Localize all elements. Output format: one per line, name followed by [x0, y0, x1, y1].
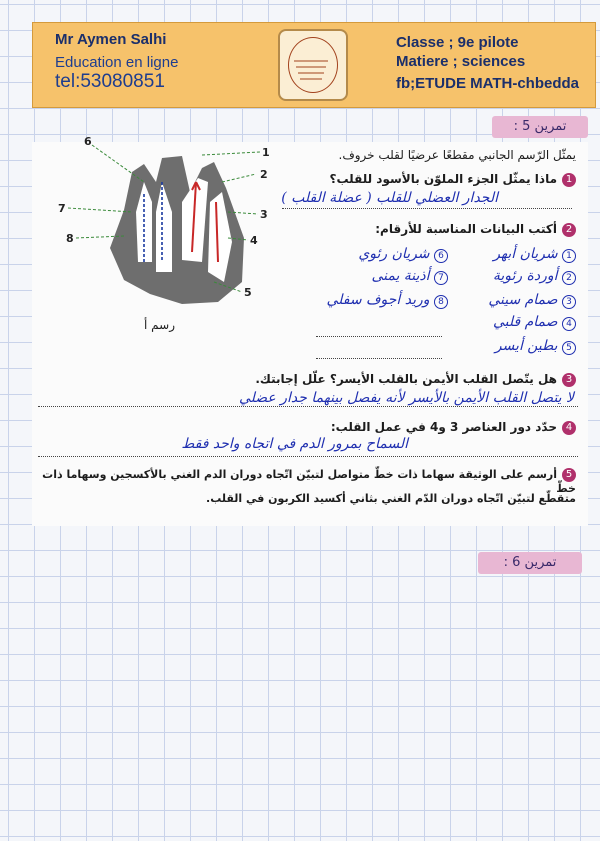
figure-number-5: 5: [244, 286, 252, 299]
answer-4: السماح بمرور الدم في اتجاه واحد فقط: [181, 436, 408, 452]
education-label: Education en ligne: [55, 54, 179, 71]
question-4-text: حدّد دور العناصر 3 و4 في عمل القلب:: [330, 420, 557, 434]
figure-caption: رسم أ: [144, 318, 175, 332]
question-number-4: 4: [562, 421, 576, 435]
class-label: Classe ; 9e pilote: [395, 34, 519, 51]
label-answer-5: 5 بطين أيسر: [495, 338, 576, 355]
question-4: [331, 420, 576, 435]
question-number-3: 3: [562, 373, 576, 387]
figure-number-3: 3: [260, 208, 268, 221]
answer-line: [316, 358, 442, 359]
exercise-5-tag: : تمرين 5: [492, 116, 588, 138]
header-banner: [32, 22, 596, 108]
figure-number-2: 2: [260, 168, 268, 181]
label-answer-6: 6 شريان رئوي: [358, 246, 448, 263]
question-2: [375, 222, 576, 237]
answer-3: لا يتصل القلب الأيمن بالأيسر لأنه يفصل بينهما جدار عضلي: [238, 390, 574, 406]
school-seal-logo: [278, 29, 348, 101]
answer-line: [316, 336, 442, 337]
question-3: [255, 372, 576, 387]
class-info: [396, 33, 579, 93]
label-answer-7: 7 أذينة يمنى: [371, 268, 448, 285]
label-answer-3: 3 صمام سيني: [488, 292, 576, 309]
worksheet-paper: [32, 135, 588, 526]
question-number-5: 5: [562, 468, 576, 482]
answer-1: الجدار العضلي للقلب ( عضلة القلب ): [281, 190, 498, 206]
facebook-label: fb;ETUDE MATH-chbedda: [395, 75, 579, 92]
telephone: tel:53080851: [55, 71, 165, 92]
question-number-1: 1: [562, 173, 576, 187]
figure-number-6: 6: [84, 135, 92, 148]
label-answer-4: 4 صمام قلبي: [493, 314, 576, 331]
teacher-name: Mr Aymen Salhi: [55, 31, 167, 48]
question-2-text: أكتب البيانات المناسبة للأرقام:: [375, 222, 557, 236]
question-5-text-line-1: أرسم على الوثيقة سهاما ذات خطّ متواصل لتبيّن اتّجاه دوران الدم الغني بالأكسجين وسهاما ذات خطّ: [42, 468, 576, 495]
figure-number-1: 1: [262, 146, 270, 159]
question-3-text: هل يتّصل القلب الأيمن بالقلب الأيسر؟ علّل إجابتك.: [255, 372, 557, 386]
label-answer-1: 1 شريان أبهر: [493, 246, 576, 263]
question-5: [36, 468, 576, 495]
figure-number-7: 7: [58, 202, 66, 215]
answer-line: [282, 208, 572, 209]
answer-line: [38, 456, 578, 457]
exercise-6-tag: : تمرين 6: [478, 552, 582, 574]
label-answer-2: 2 أوردة رئوية: [493, 268, 576, 285]
question-1: [330, 172, 576, 187]
figure-number-8: 8: [66, 232, 74, 245]
exercise-intro: يمثّل الرّسم الجانبي مقطعًا عرضيًا لقلب خروف.: [338, 148, 576, 162]
question-1-text: ماذا يمثّل الجزء الملوّن بالأسود للقلب؟: [329, 172, 557, 186]
figure-number-4: 4: [250, 234, 258, 247]
heart-diagram: [32, 135, 272, 342]
teacher-info: [55, 31, 178, 93]
label-answer-8: 8 وريد أجوف سفلي: [326, 292, 448, 309]
answer-line: [38, 406, 578, 407]
question-number-2: 2: [562, 223, 576, 237]
question-5-text-line-2: متقطّع لتبيّن اتّجاه دوران الدّم الغني بثاني أكسيد الكربون في القلب.: [206, 492, 576, 505]
subject-label: Matiere ; sciences: [395, 53, 526, 70]
heart-body: [110, 156, 244, 304]
